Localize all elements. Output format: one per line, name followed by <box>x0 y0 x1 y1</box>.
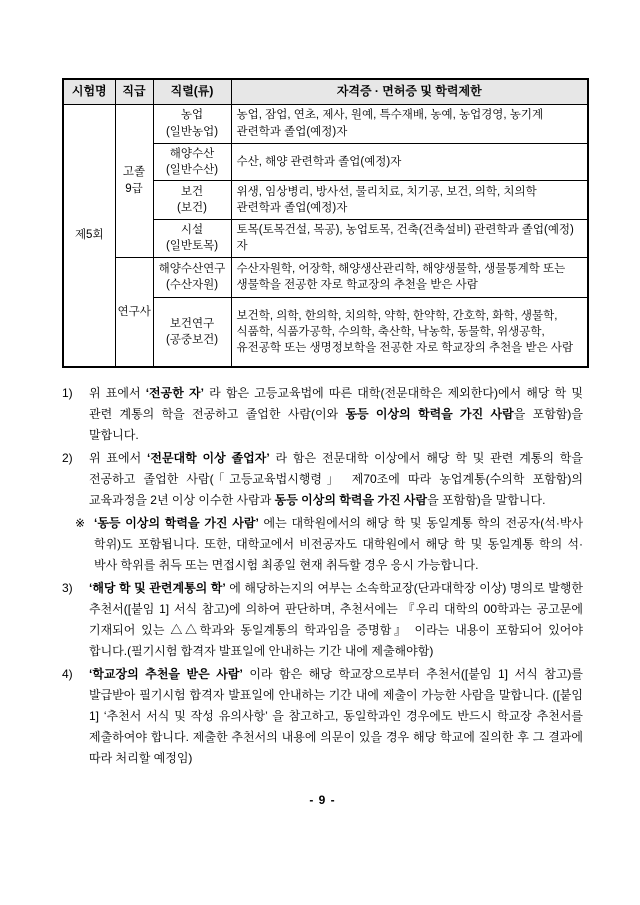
series-cell-facility <box>153 220 231 258</box>
series-sub: (공중보건) <box>165 334 219 347</box>
qualification-table <box>62 78 589 368</box>
rank-line: 9급 <box>125 182 143 195</box>
series-name: 농업 <box>180 109 204 122</box>
table-header-row <box>63 79 588 104</box>
note-1 <box>62 383 583 446</box>
series-cell-marine-fisheries <box>153 143 231 181</box>
series-cell-marine-research <box>153 257 231 297</box>
series-cell-agriculture <box>153 104 231 143</box>
table-row <box>63 257 588 297</box>
requirement-cell: 수산, 해양 관련학과 졸업(예정)자 <box>231 143 588 181</box>
rank-cell-researcher <box>115 257 153 367</box>
rank-cell-highschool-grade9 <box>115 104 153 257</box>
table-row <box>63 104 588 143</box>
note-marker: 4) <box>62 667 73 682</box>
note-text: ‘학교장의 추천을 받은 사람’ 이라 함은 해당 학교장으로부터 추천서([붙임 1] 서식 참고)를 발급받아 필기시험 합격자 발표일에 안내하는 기간 내에 제출이 가능한 사람을 말합니다. ([붙임 1] ‘추천서 서식 및 작성 유의사항’ 을 참고하고, 동일학과인 경우에도 반드시 학교장 추천서를 제출하여야 합니다. 제출한 추천서의 내용에 의문이 있을 경우 해당 학교에 질의한 후 그 결과에 따라 처리할 예정임) <box>89 667 583 766</box>
rank-line: 고졸 <box>122 166 146 179</box>
page-number: - 9 - <box>309 793 336 808</box>
col-header-rank: 직급 <box>115 79 153 104</box>
col-header-qualification: 자격증 · 면허증 및 학력제한 <box>231 79 588 104</box>
series-sub: (일반농업) <box>165 125 219 138</box>
note-text: 위 표에서 ‘전문대학 이상 졸업자’ 라 함은 전문대학 이상에서 해당 학 및 관련 계통의 학을 전공하고 졸업한 사람(「고등교육법시행령」 제70조에 따라 농업계통(수의학 포함함)의 교육과정을 2년 이상 이수한 사람과 동등 이상의 학력을 가진 사람을 포함함)을 말합니다. <box>89 451 583 508</box>
rank-line: 연구사 <box>117 305 151 318</box>
note-marker: 1) <box>62 386 73 401</box>
note-text: ‘해당 학 및 관련계통의 학’ 에 해당하는지의 여부는 소속학교장(단과대학장 이상) 명의로 발행한 추천서([붙임 1] 서식 참고)에 의하여 판단하며, 추천서에는 『우리 대학의 00학과는 공고문에 기재되어 있는 △△학과와 동일계통의 학과임을 증명함』 이라는 내용이 포함되어 있어야 합니다.(필기시험 합격자 발표일에 안내하는 기간 내에 제출해야함) <box>89 581 583 659</box>
col-header-exam-name: 시험명 <box>63 79 115 104</box>
series-name: 보건연구 <box>169 317 215 330</box>
series-sub: (일반토목) <box>165 240 219 253</box>
requirement-cell: 위생, 임상병리, 방사선, 물리치료, 치기공, 보건, 의학, 치의학 관련학과 졸업(예정)자 <box>231 181 588 220</box>
col-header-series: 직렬(류) <box>153 79 231 104</box>
note-4 <box>62 664 583 769</box>
note-reference <box>62 513 583 576</box>
series-cell-health-research <box>153 297 231 367</box>
note-2 <box>62 448 583 511</box>
series-sub: (수산자원) <box>165 279 219 292</box>
note-3 <box>62 578 583 662</box>
series-name: 시설 <box>180 224 204 237</box>
reference-mark-icon: ※ <box>75 516 86 531</box>
notes-section <box>62 383 583 769</box>
requirement-cell: 수산자원학, 어장학, 해양생산관리학, 해양생물학, 생물통계학 또는 생물학을 전공한 자로 학교장의 추천을 받은 사람 <box>231 257 588 297</box>
series-sub: (보건) <box>177 202 207 215</box>
requirement-cell: 토목(토목건설, 목공), 농업토목, 건축(건축설비) 관련학과 졸업(예정)자 <box>231 220 588 258</box>
requirement-cell: 농업, 잠업, 연초, 제사, 원예, 특수재배, 농예, 농업경영, 농기계 관련학과 졸업(예정)자 <box>231 104 588 143</box>
note-marker: 2) <box>62 451 73 466</box>
note-text: 위 표에서 ‘전공한 자’ 라 함은 고등교육법에 따른 대학(전문대학은 제외한다)에서 해당 학 및 관련 계통의 학을 전공하고 졸업한 사람(이와 동등 이상의 학력을 가진 사람을 포함함)을 말합니다. <box>89 386 583 443</box>
series-name: 해양수산 <box>169 147 215 160</box>
series-name: 보건 <box>180 185 204 198</box>
series-cell-health <box>153 181 231 220</box>
exam-name-cell: 제5회 <box>63 104 115 367</box>
series-name: 해양수산연구 <box>158 262 226 275</box>
requirement-cell: 보건학, 의학, 한의학, 치의학, 약학, 한약학, 간호학, 화학, 생물학, 식품학, 식품가공학, 수의학, 축산학, 낙농학, 동물학, 위생공학, 유전공학 또는 생명정보학을 전공한 자로 학교장의 추천을 받은 사람 <box>231 297 588 367</box>
note-marker: 3) <box>62 581 73 596</box>
series-sub: (일반수산) <box>165 163 219 176</box>
note-text: ‘동등 이상의 학력을 가진 사람’ 에는 대학원에서의 해당 학 및 동일계통 학의 전공자(석·박사 학위)도 포함됩니다. 또한, 대학교에서 비전공자도 대학원에서 해당 학 및 동일계통 학의 석·박사 학위를 취득 또는 면접시험 최종일 현재 취득할 경우 응시 가능합니다. <box>94 516 583 573</box>
